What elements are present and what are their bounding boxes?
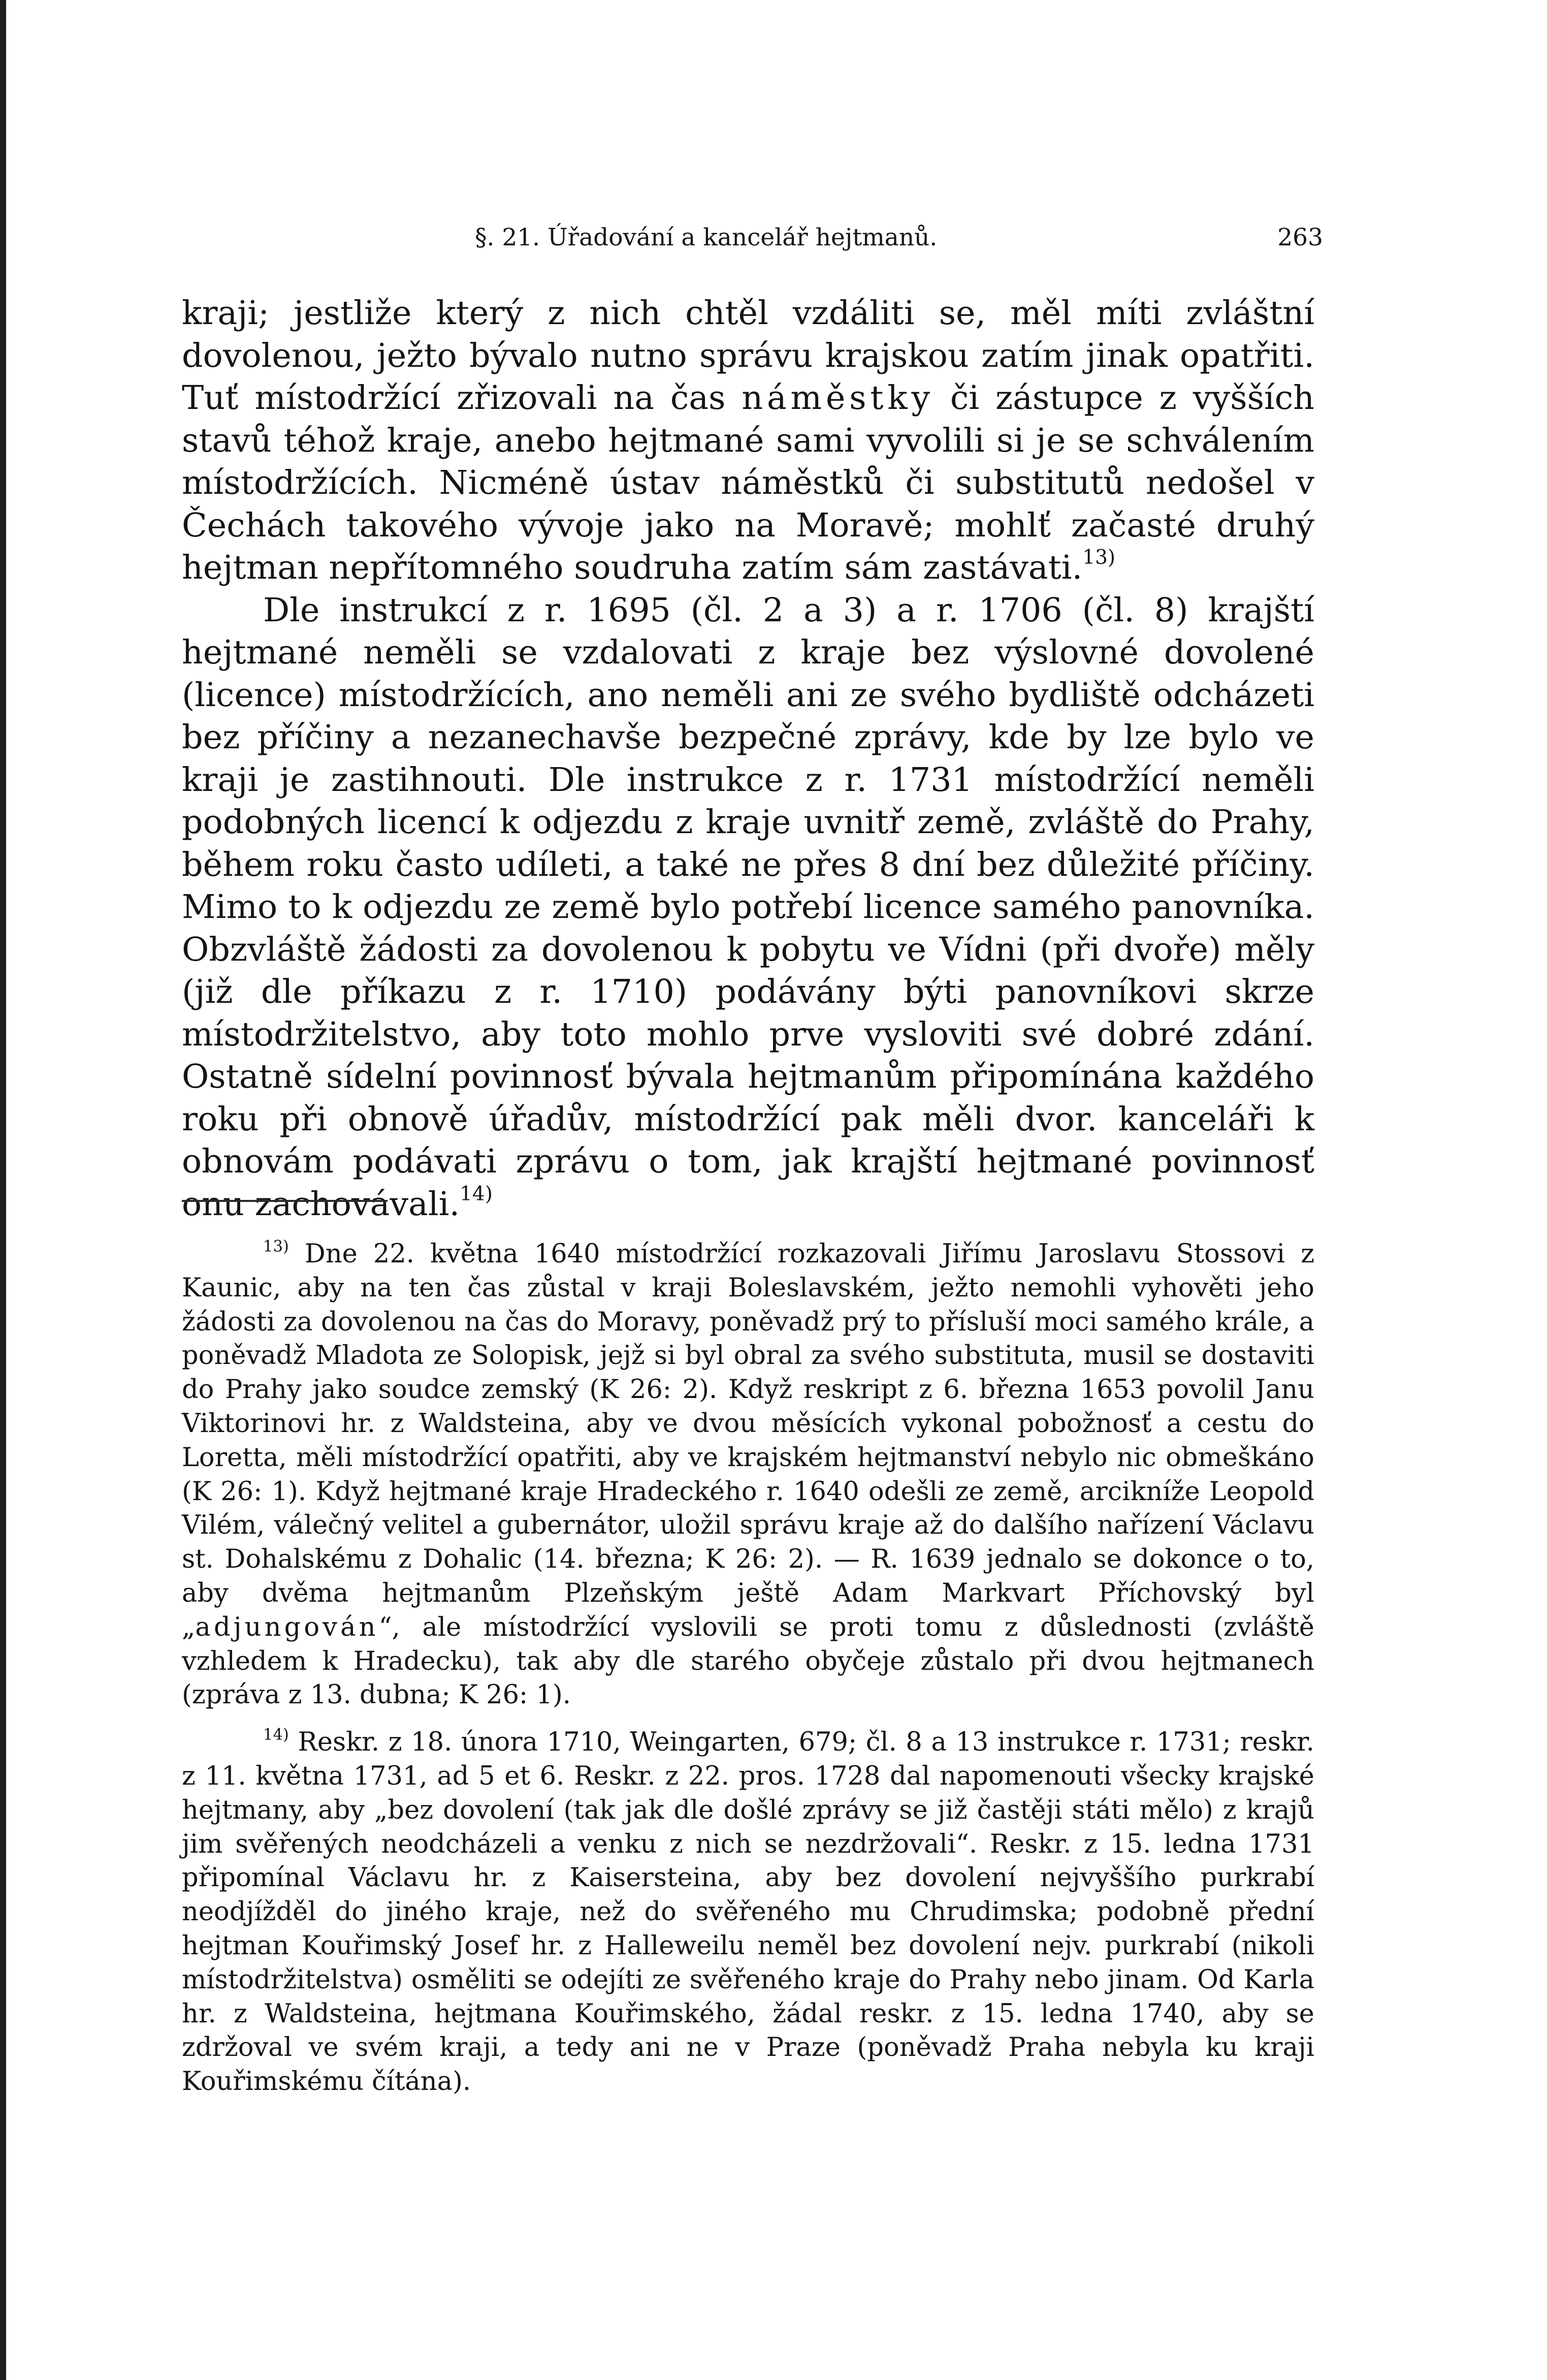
page-number: 263 <box>1277 224 1323 251</box>
footnote-separator <box>182 1200 388 1202</box>
paragraph-2-text: Dle instrukcí z r. 1695 (čl. 2 a 3) a r. 1706 (čl. 8) krajští hejtmané neměli se vzdalovati z kraje bez výslovné dovolené (licence) místodržících, ano neměli ani ze svého bydliště odcházeti bez příčiny a nezanechavše bezpečné zprávy, kde by lze bylo ve kraji je zastihnouti. Dle instrukce z r. 1731 místodržící neměli podobných licencí k odjezdu z kraje uvnitř země, zvláště do Prahy, během roku často udíleti, a také ne přes 8 dní bez důležité příčiny. Mimo to k odjezdu ze země bylo potřebí licence samého panovníka. Obzvláště žádosti za dovolenou k pobytu ve Vídni (při dvoře) měly (již dle příkazu z r. 1710) podávány býti panovníkovi skrze místodržitelstvo, aby toto mohlo prve vysloviti své dobré zdání. Ostatně sídelní povinnosť bývala hejtmanům připomínána každého roku při obnově úřadův, místodržící pak měli dvor. kanceláři k obnovám podávati zprávu o tom, jak krajští hejtmané povinnosť onu zachovávali. <box>182 591 1314 1223</box>
footnote-13 <box>182 1237 1314 1712</box>
running-title: §. 21. Úřadování a kancelář hejtmanů. <box>475 224 938 251</box>
page-edge <box>0 0 6 2380</box>
footnote-ref-13: 13) <box>1082 546 1116 569</box>
footnote-14-text: Reskr. z 18. února 1710, Weingarten, 679; čl. 8 a 13 instrukce r. 1731; reskr. z 11. května 1731, ad 5 et 6. Reskr. z 22. pros. 1728 dal napomenouti všecky krajské hejtmany, aby „bez dovolení (tak jak dle došlé zprávy se již častěji státi mělo) z krajů jim svěřených neodcházeli a venku z nich se nezdržovali“. Reskr. z 15. ledna 1731 připomínal Václavu hr. z Kaisersteina, aby bez dovolení nejvyššího purkrabí neodjížděl do jiného kraje, než do svěřeného mu Chrudimska; podobně přední hejtman Kouřimský Josef hr. z Halleweilu neměl bez dovolení nejv. purkrabí (nikoli místodržitelstva) osměliti se odejíti ze svěřeného kraje do Prahy nebo jinam. Od Karla hr. z Waldsteina, hejtmana Kouřimského, žádal reskr. z 15. ledna 1740, aby se zdržoval ve svém kraji, a tedy ani ne v Praze (poněvadž Praha nebyla ku kraji Kouřimskému čítána). <box>182 1727 1314 2097</box>
paragraph-2 <box>182 589 1314 1226</box>
footnote-14 <box>182 1726 1314 2099</box>
paragraph-1-spaced-word: náměstky <box>742 379 934 417</box>
main-text <box>182 292 1314 1225</box>
footnote-14-marker: 14) <box>263 1726 289 1744</box>
footnote-13-text-b: “, ale místodržící vyslovili se proti tomu z důslednosti (zvláště vzhledem k Hradecku), tak aby dle starého obyčeje zůstalo při dvou hejtmanech (zpráva z 13. dubna; K 26: 1). <box>182 1612 1314 1710</box>
paragraph-1-text-a: kraji; jestliže který z nich chtěl vzdáliti se, měl míti zvláštní dovolenou, ježto bývalo nutno správu krajskou zatím jinak opatřiti. Tuť místodržící zřizovali na čas <box>182 294 1314 417</box>
footnote-13-spaced-word: adjungován <box>195 1612 379 1642</box>
running-header <box>475 224 1323 259</box>
footnotes <box>182 1237 1314 2099</box>
footnote-13-text-a: Dne 22. května 1640 místodržící rozkazovali Jiřímu Jaroslavu Stossovi z Kaunic, aby na ten čas zůstal v kraji Boleslavském, ježto nemohli vyhověti jeho žádosti za dovolenou na čas do Moravy, poněvadž prý to přísluší moci samého krále, a poněvadž Mladota ze Solopisk, jejž si byl obral za svého substituta, musil se dostaviti do Prahy jako soudce zemský (K 26: 2). Když reskript z 6. března 1653 povolil Janu Viktorinovi hr. z Waldsteina, aby ve dvou měsících vykonal pobožnosť a cestu do Loretta, měli místodržící opatřiti, aby ve krajském hejtmanství nebylo nic obmeškáno (K 26: 1). Když hejtmané kraje Hradeckého r. 1640 odešli ze země, arcikníže Leopold Vilém, válečný velitel a gubernátor, uložil správu kraje až do dalšího nařízení Václavu st. Dohalskému z Dohalic (14. března; K 26: 2). — R. 1639 jednalo se dokonce o to, aby dvěma hejtmanům Plzeňským ještě Adam Markvart Příchovský byl „ <box>182 1239 1314 1642</box>
footnote-13-marker: 13) <box>263 1237 289 1256</box>
footnote-ref-14: 14) <box>460 1182 493 1205</box>
paragraph-1 <box>182 292 1314 589</box>
paragraph-1-text-b: či zástupce z vyšších stavů téhož kraje, anebo hejtmané sami vyvolili si je se schválením místodržících. Nicméně ústav náměstků či substitutů nedošel v Čechách takového vývoje jako na Moravě; mohlť začasté druhý hejtman nepřítomného soudruha zatím sám zastávati. <box>182 379 1314 587</box>
